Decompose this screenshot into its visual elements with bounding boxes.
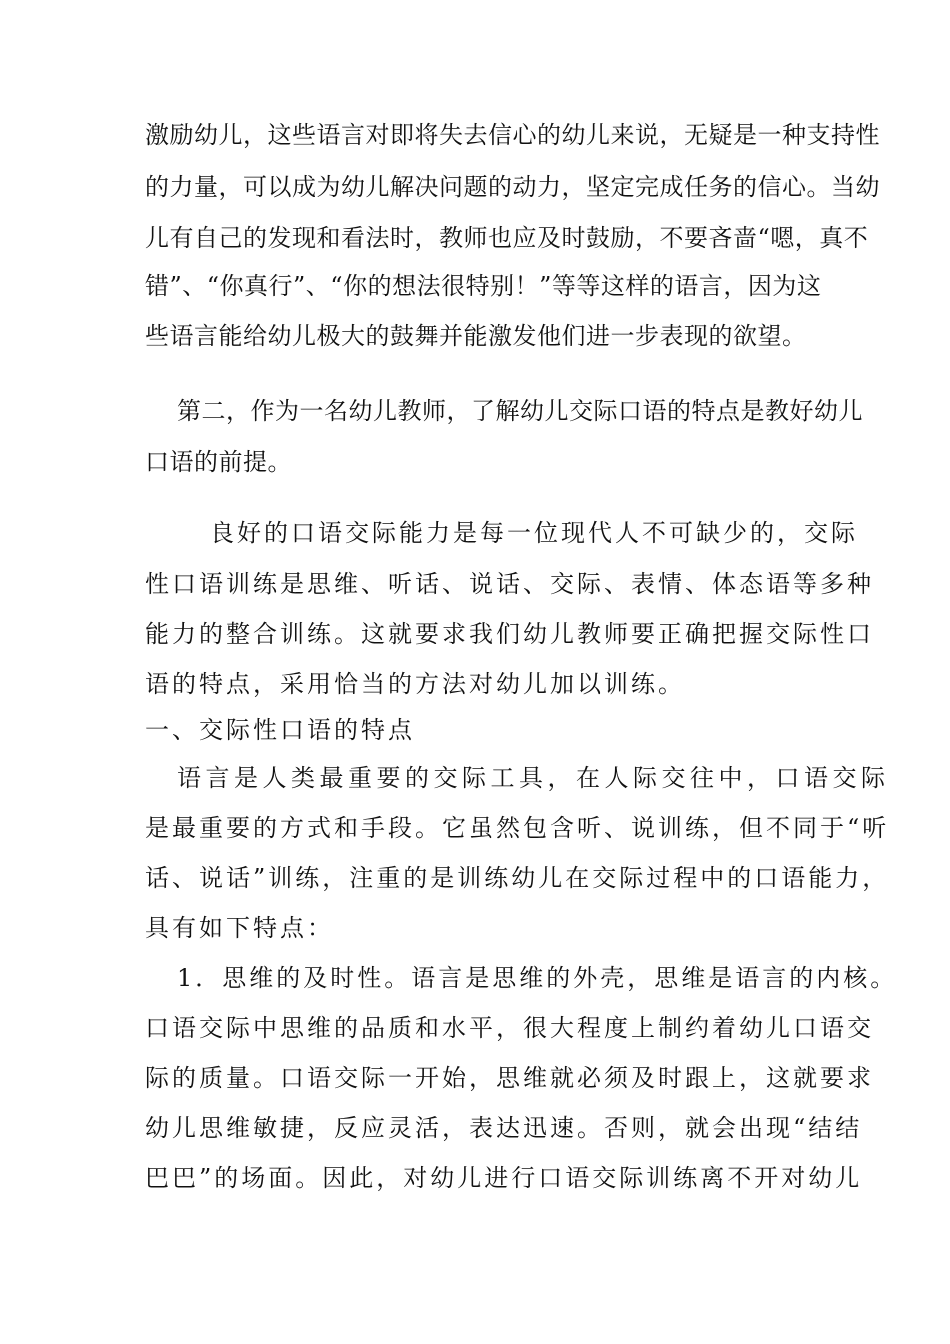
text-line: 儿有自己的发现和看法时，教师也应及时鼓励，不要吝啬“嗯，真不 <box>145 224 869 252</box>
text-line: 话、说话”训练，注重的是训练幼儿在交际过程中的口语能力， <box>145 864 890 892</box>
text-line: 语言是人类最重要的交际工具，在人际交往中，口语交际 <box>177 764 890 792</box>
text-line: 具有如下特点： <box>145 914 334 942</box>
text-line: 错”、“你真行”、“你的想法很特别！”等等这样的语言，因为这 <box>145 272 822 300</box>
text-line: 巴巴”的场面。因此，对幼儿进行口语交际训练离不开对幼儿 <box>145 1164 863 1192</box>
text-line: 能力的整合训练。这就要求我们幼儿教师要正确把握交际性口 <box>145 620 874 648</box>
text-line: 第二，作为一名幼儿教师，了解幼儿交际口语的特点是教好幼儿 <box>177 397 863 425</box>
text-line: 是最重要的方式和手段。它虽然包含听、说训练，但不同于“听 <box>145 814 890 842</box>
text-line: 口语的前提。 <box>145 448 292 476</box>
text-line: 际的质量。口语交际一开始，思维就必须及时跟上，这就要求 <box>145 1064 874 1092</box>
text-line: 良好的口语交际能力是每一位现代人不可缺少的，交际 <box>210 519 858 547</box>
text-line: 幼儿思维敏捷，反应灵活，表达迅速。否则，就会出现“结结 <box>145 1114 863 1142</box>
text-line: 口语交际中思维的品质和水平，很大程度上制约着幼儿口语交 <box>145 1014 874 1042</box>
text-line: 些语言能给幼儿极大的鼓舞并能激发他们进一步表现的欲望。 <box>145 322 807 350</box>
text-line: 激励幼儿，这些语言对即将失去信心的幼儿来说，无疑是一种支持性 <box>145 121 880 149</box>
section-heading: 一、交际性口语的特点 <box>145 716 415 744</box>
text-line: 的力量，可以成为幼儿解决问题的动力，坚定完成任务的信心。当幼 <box>145 173 880 201</box>
text-line: 语的特点，采用恰当的方法对幼儿加以训练。 <box>145 670 685 698</box>
text-line: 1．思维的及时性。语言是思维的外壳，思维是语言的内核。 <box>177 964 898 992</box>
text-line: 性口语训练是思维、听话、说话、交际、表情、体态语等多种 <box>145 570 874 598</box>
